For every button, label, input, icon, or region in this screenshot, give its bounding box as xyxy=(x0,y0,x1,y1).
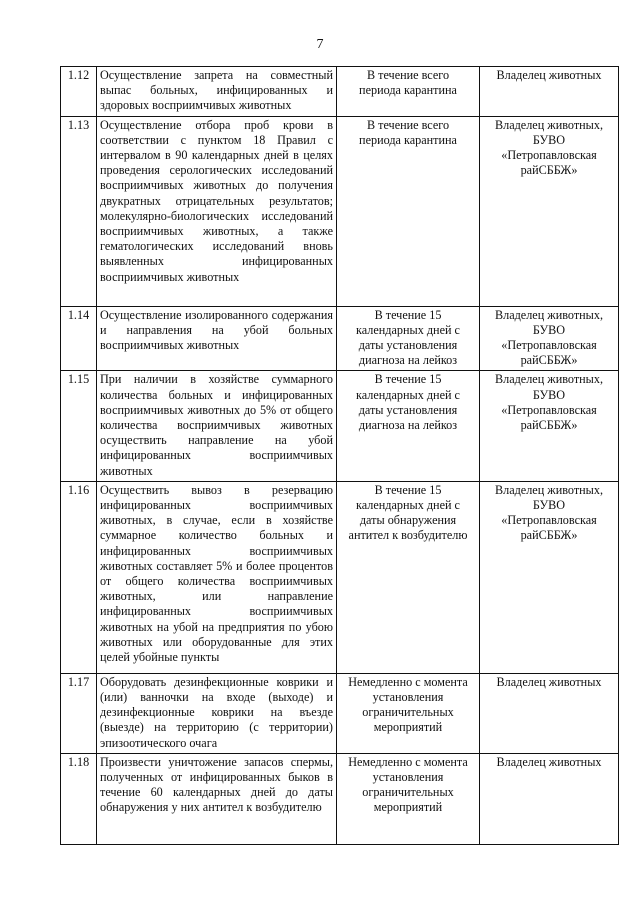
measure-description: Произвести уничтожение запасов спермы, полученных от инфицированных быков в течение 60 календарных дней до даты обнаружения у них антител к возбудителю xyxy=(97,753,337,844)
measure-deadline: В течение 15 календарных дней с даты обнаружения антител к возбудителю xyxy=(337,481,480,673)
page-number: 7 xyxy=(316,37,324,52)
measures-table xyxy=(60,66,619,845)
table-row xyxy=(61,481,619,673)
measure-deadline: В течение 15 календарных дней с даты установления диагноза на лейкоз xyxy=(337,306,480,371)
measure-description: Осуществление запрета на совместный выпас больных, инфицированных и здоровых восприимчивых животных xyxy=(97,67,337,117)
row-number: 1.14 xyxy=(61,306,97,371)
measure-responsible: Владелец животных, БУВО «Петропавловская райСББЖ» xyxy=(480,371,619,481)
row-number: 1.17 xyxy=(61,673,97,753)
row-number: 1.18 xyxy=(61,753,97,844)
measure-responsible: Владелец животных xyxy=(480,67,619,117)
measure-description: Осуществление изолированного содержания и направления на убой больных восприимчивых животных xyxy=(97,306,337,371)
measure-deadline: В течение всего периода карантина xyxy=(337,116,480,306)
measure-responsible: Владелец животных xyxy=(480,673,619,753)
measure-description: Осуществить вывоз в резервацию инфицированных восприимчивых животных, в случае, если в хозяйстве суммарное количество больных и инфицированных восприимчивых животных составляет 5% и более процентов от общего количества восприимчивых животных, или направление инфицированных восприимчивых животных на убой на предприятия по убою животных или оборудованные для этих целей убойные пункты xyxy=(97,481,337,673)
measure-deadline: Немедленно с момента установления ограничительных мероприятий xyxy=(337,673,480,753)
measure-responsible: Владелец животных xyxy=(480,753,619,844)
row-number: 1.12 xyxy=(61,67,97,117)
table-row xyxy=(61,753,619,844)
measure-deadline: В течение 15 календарных дней с даты установления диагноза на лейкоз xyxy=(337,371,480,481)
measure-deadline: Немедленно с момента установления ограничительных мероприятий xyxy=(337,753,480,844)
measure-responsible: Владелец животных, БУВО «Петропавловская райСББЖ» xyxy=(480,481,619,673)
row-number: 1.13 xyxy=(61,116,97,306)
row-number: 1.16 xyxy=(61,481,97,673)
measure-deadline: В течение всего периода карантина xyxy=(337,67,480,117)
measure-description: Оборудовать дезинфекционные коврики и (или) ванночки на входе (выходе) и дезинфекционные коврики на въезде (выезде) на территорию (с территории) эпизоотического очага xyxy=(97,673,337,753)
table-row xyxy=(61,371,619,481)
table-row xyxy=(61,116,619,306)
table-row xyxy=(61,306,619,371)
row-number: 1.15 xyxy=(61,371,97,481)
table-row xyxy=(61,67,619,117)
measure-description: Осуществление отбора проб крови в соответствии с пунктом 18 Правил с интервалом в 90 календарных дней в целях проведения серологических исследований восприимчивых животных до получения двукратных отрицательных результатов; молекулярно-биологических исследований восприимчивых животных, а также гематологических исследований вновь выявленных инфицированных восприимчивых животных xyxy=(97,116,337,306)
table-row xyxy=(61,673,619,753)
measure-responsible: Владелец животных, БУВО «Петропавловская райСББЖ» xyxy=(480,116,619,306)
measure-responsible: Владелец животных, БУВО «Петропавловская райСББЖ» xyxy=(480,306,619,371)
measure-description: При наличии в хозяйстве суммарного количества больных и инфицированных восприимчивых животных до 5% от общего количества восприимчивых животных осуществить направление на убой инфицированных восприимчивых животных xyxy=(97,371,337,481)
